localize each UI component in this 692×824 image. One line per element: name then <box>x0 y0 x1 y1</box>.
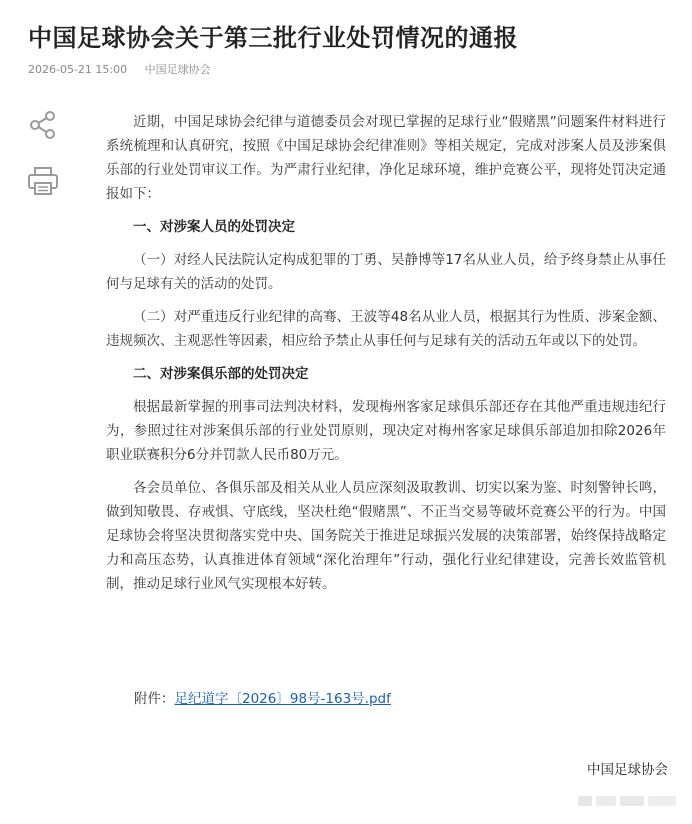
attachment <box>134 687 391 707</box>
share-icon[interactable] <box>26 108 60 142</box>
article-meta <box>28 61 211 77</box>
attachment-link[interactable]: 足纪道字〔2026〕98号-163号.pdf <box>174 691 391 707</box>
section1-heading: 一、对涉案人员的处罚决定 <box>133 219 295 235</box>
side-toolbar <box>26 108 60 220</box>
watermark-blur <box>578 792 678 810</box>
article-source: 中国足球协会 <box>144 63 211 76</box>
section1-item1: （一）对经人民法院认定构成犯罪的丁勇、吴静博等17名从业人员，给予终身禁止从事任何与足球有关的活动的处罚。 <box>106 252 666 292</box>
closing-paragraph: 各会员单位、各俱乐部及相关从业人员应深刻汲取教训、切实以案为鉴、时刻警钟长鸣，做到知敬畏、存戒惧、守底线，坚决杜绝“假赌黑”、不正当交易等破坏竞赛公平的行为。中国足球协会将坚决贯彻落实党中央、国务院关于推进足球振兴发展的决策部署，始终保持战略定力和高压态势，认真推进体育领域“深化治理年”行动，强化行业纪律建设，完善长效监管机制，推动足球行业风气实现根本好转。 <box>106 480 666 592</box>
section2-paragraph: 根据最新掌握的刑事司法判决材料，发现梅州客家足球俱乐部还存在其他严重违规违纪行为，参照过往对涉案俱乐部的行业处罚原则，现决定对梅州客家足球俱乐部追加扣除2026年职业联赛积分6分并罚款人民币80万元。 <box>106 399 666 463</box>
attachment-label: 附件： <box>134 691 175 707</box>
print-icon[interactable] <box>26 164 60 198</box>
section1-item2: （二）对严重违反行业纪律的高骞、王波等48名从业人员，根据其行为性质、涉案金额、违规频次、主观恶性等因素，相应给予禁止从事任何与足球有关的活动五年或以下的处罚。 <box>106 309 666 349</box>
page-title: 中国足球协会关于第三批行业处罚情况的通报 <box>28 24 518 52</box>
article-body <box>106 110 666 605</box>
publish-datetime: 2026-05-21 15:00 <box>28 63 128 76</box>
section2-heading: 二、对涉案俱乐部的处罚决定 <box>133 366 309 382</box>
signature: 中国足球协会 <box>587 762 668 778</box>
intro-paragraph: 近期，中国足球协会纪律与道德委员会对现已掌握的足球行业“假赌黑”问题案件材料进行系统梳理和认真研究，按照《中国足球协会纪律准则》等相关规定，完成对涉案人员及涉案俱乐部的行业处罚审议工作。为严肃行业纪律，净化足球环境，维护竞赛公平，现将处罚决定通报如下： <box>106 114 666 202</box>
